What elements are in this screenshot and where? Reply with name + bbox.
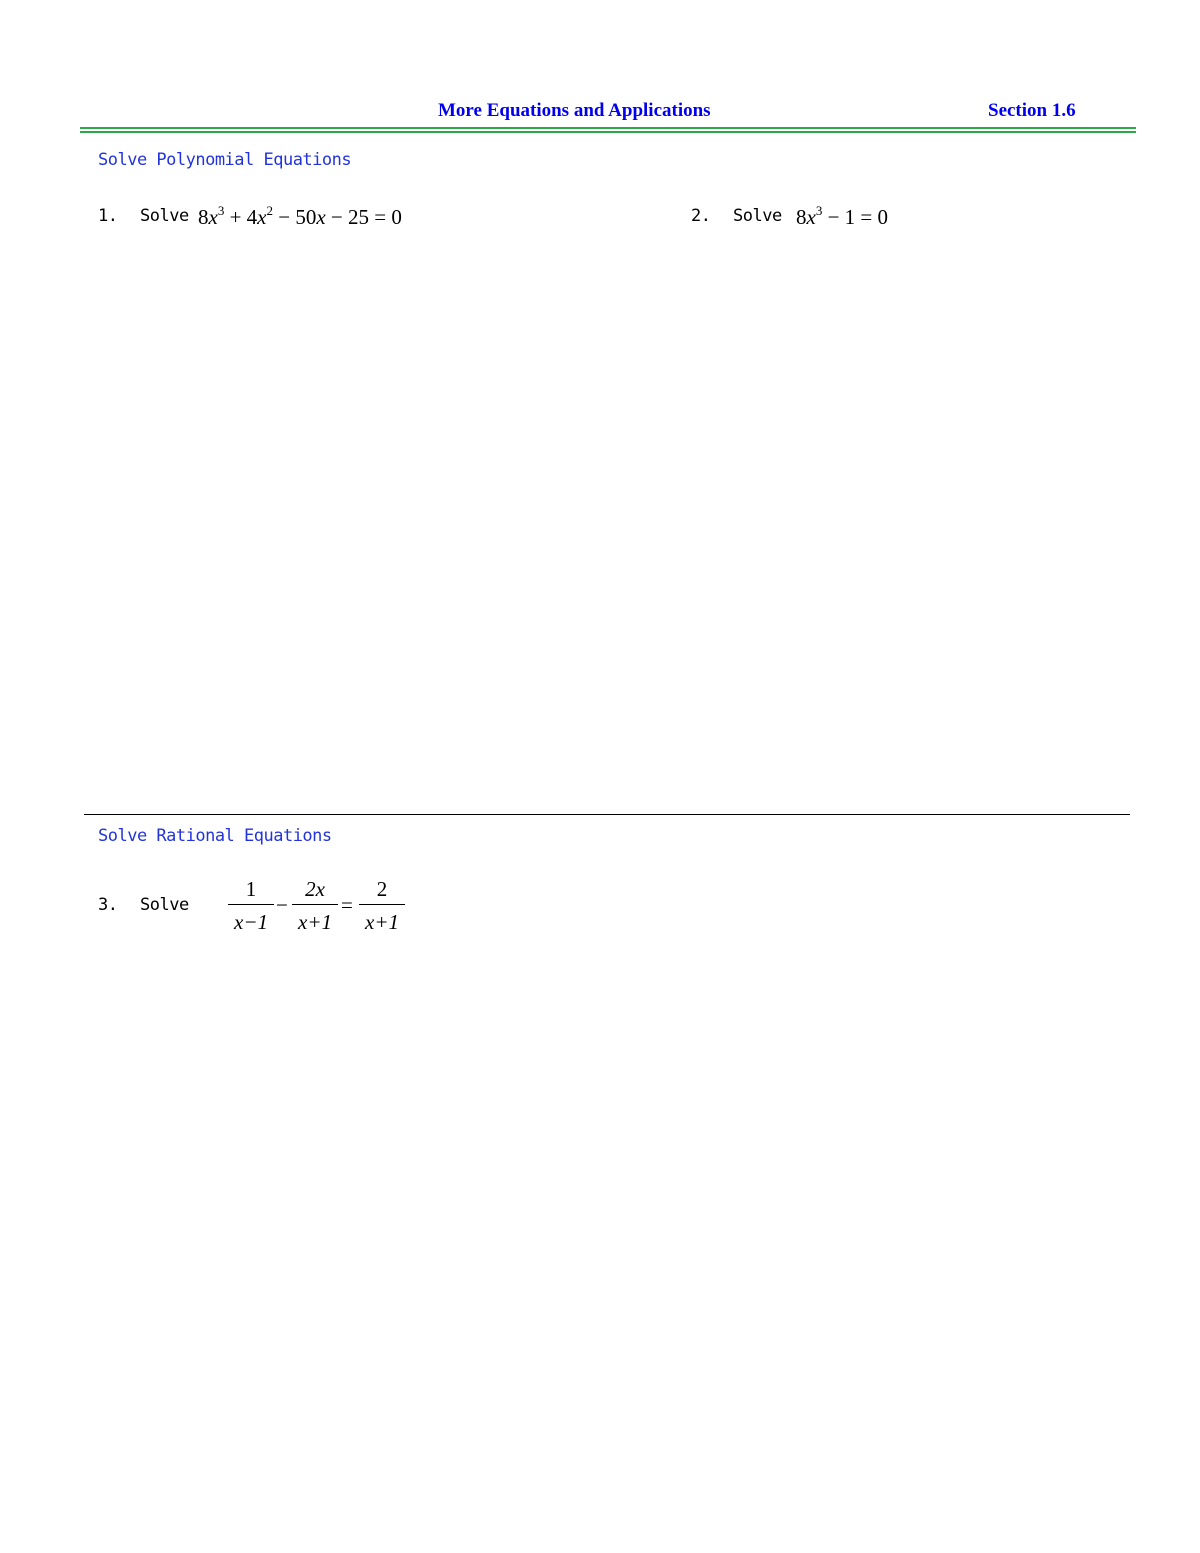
fraction-denominator: x−1: [234, 910, 268, 934]
fraction-3: [359, 876, 405, 935]
header-rule-top: [80, 127, 1136, 129]
problem-verb: Solve: [733, 206, 782, 226]
section-divider: [84, 814, 1130, 815]
section-number: Section 1.6: [988, 100, 1076, 121]
problem-number: 1.: [98, 206, 118, 226]
fraction-bar: [359, 904, 405, 905]
fraction-1: [228, 876, 274, 935]
problem-verb: Solve: [140, 206, 189, 226]
document-title: More Equations and Applications: [438, 100, 711, 121]
minus-operator: −: [276, 893, 288, 917]
fraction-numerator: 2x: [305, 877, 325, 901]
fraction-numerator: 1: [245, 877, 257, 901]
problem-1-equation: $8x^3 + 4x^2 - 50x - 25 = 0$: [198, 203, 402, 229]
fraction-2: [292, 876, 338, 935]
header-rule-bottom: [80, 131, 1136, 133]
problem-number: 2.: [691, 206, 711, 226]
fraction-denominator: x+1: [298, 910, 332, 934]
fraction-bar: [292, 904, 338, 905]
fraction-denominator: x+1: [365, 910, 399, 934]
problem-number: 3.: [98, 895, 118, 915]
section-heading-rational: Solve Rational Equations: [98, 826, 332, 846]
problem-2-equation: $8x^3 - 1 = 0$: [796, 203, 889, 229]
section-heading-polynomial: Solve Polynomial Equations: [98, 150, 352, 170]
fraction-bar: [228, 904, 274, 905]
problem-verb: Solve: [140, 895, 189, 915]
equals-operator: =: [341, 893, 353, 917]
fraction-numerator: 2: [376, 877, 388, 901]
